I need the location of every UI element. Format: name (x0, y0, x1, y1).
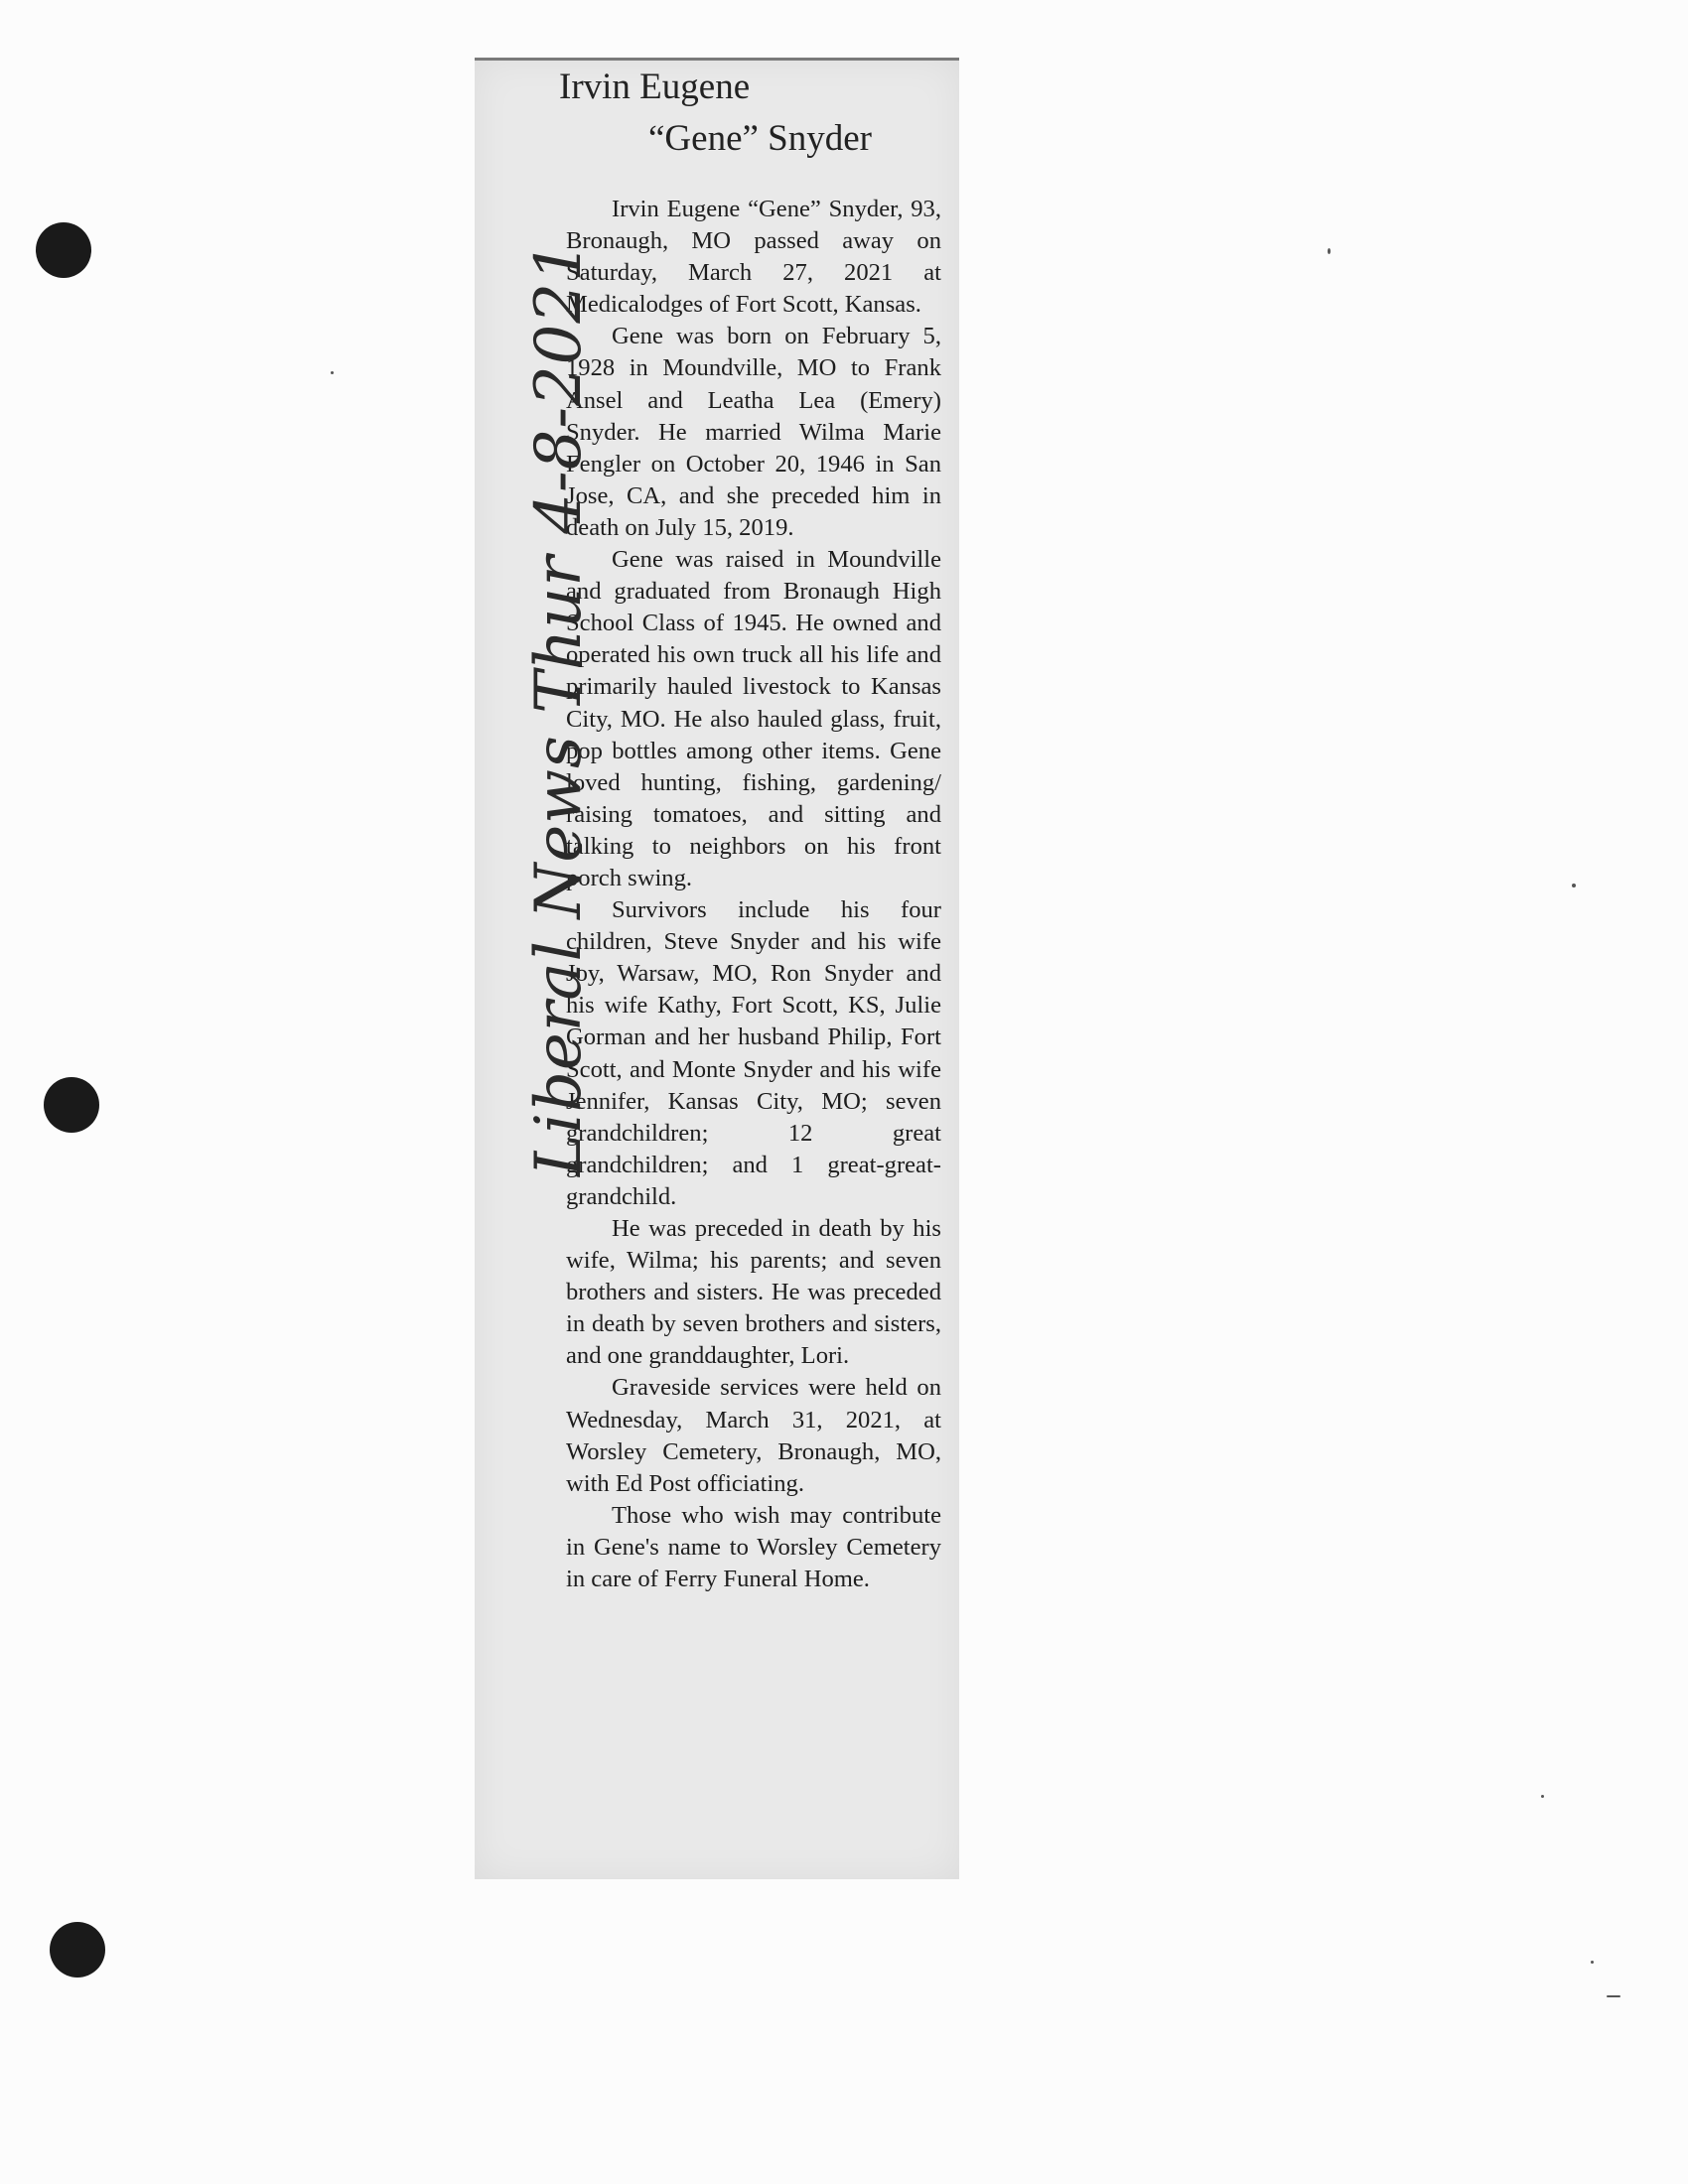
punch-hole-top (36, 222, 91, 278)
headline-line-1: Irvin Eugene (559, 67, 751, 107)
paper-speck (1328, 248, 1331, 254)
paragraph-birth-marriage: Gene was born on February 5, 1928 in Moundville, MO to Frank Ansel and Leatha Lea (Emery) Snyder. He married Wilma Marie Fengler on October 20, 1946 in San Jose, CA, and she preceded him in death on July 15, 2019. (566, 323, 941, 541)
paragraph-survivors: Survivors include his four children, Steve Snyder and his wife Joy, Warsaw, MO, Ron Snyder and his wife Kathy, Fort Scott, KS, Julie Gorman and her husband Philip, Fort Scott, and Monte Snyder and his wife Jennifer, Kansas City, MO; seven grandchildren; 12 great grandchildren; and 1 great-great-grandchild. (566, 896, 941, 1210)
paper-speck (331, 371, 334, 374)
obituary-body (566, 194, 941, 1595)
handwritten-source-note: Liberal News Thur 4-8-2021 (522, 240, 596, 1176)
punch-hole-bottom (50, 1922, 105, 1978)
punch-hole-middle (44, 1077, 99, 1133)
paragraph-life: Gene was raised in Moundville and graduated from Bronaugh High School Class of 1945. He owned and operated his own truck all his life and primarily hauled livestock to Kansas City, MO. He also hauled glass, fruit, pop bottles among other items. Gene loved hunting, fishing, gardening/ raising tomatoes, and sitting and talking to neighbors on his front porch swing. (566, 546, 941, 891)
paper-speck (1572, 884, 1576, 887)
paper-speck (1541, 1795, 1544, 1798)
paper-speck (1607, 1995, 1620, 1997)
obituary-headline (559, 62, 936, 165)
paragraph-services: Graveside services were held on Wednesday, March 31, 2021, at Worsley Cemetery, Bronaugh, MO, with Ed Post officiating. (566, 1374, 941, 1497)
paragraph-memorials: Those who wish may contribute in Gene's name to Worsley Cemetery in care of Ferry Funeral Home. (566, 1501, 941, 1593)
paragraph-death-notice: Irvin Eugene “Gene” Snyder, 93, Bronaugh, MO passed away on Saturday, March 27, 2021 at Medicalodges of Fort Scott, Kansas. (566, 196, 941, 319)
paper-speck (1591, 1961, 1594, 1964)
paragraph-preceded: He was preceded in death by his wife, Wilma; his parents; and seven brothers and sisters. He was preceded in death by seven brothers and sisters, and one granddaughter, Lori. (566, 1215, 941, 1370)
headline-line-2: “Gene” Snyder (648, 118, 872, 159)
